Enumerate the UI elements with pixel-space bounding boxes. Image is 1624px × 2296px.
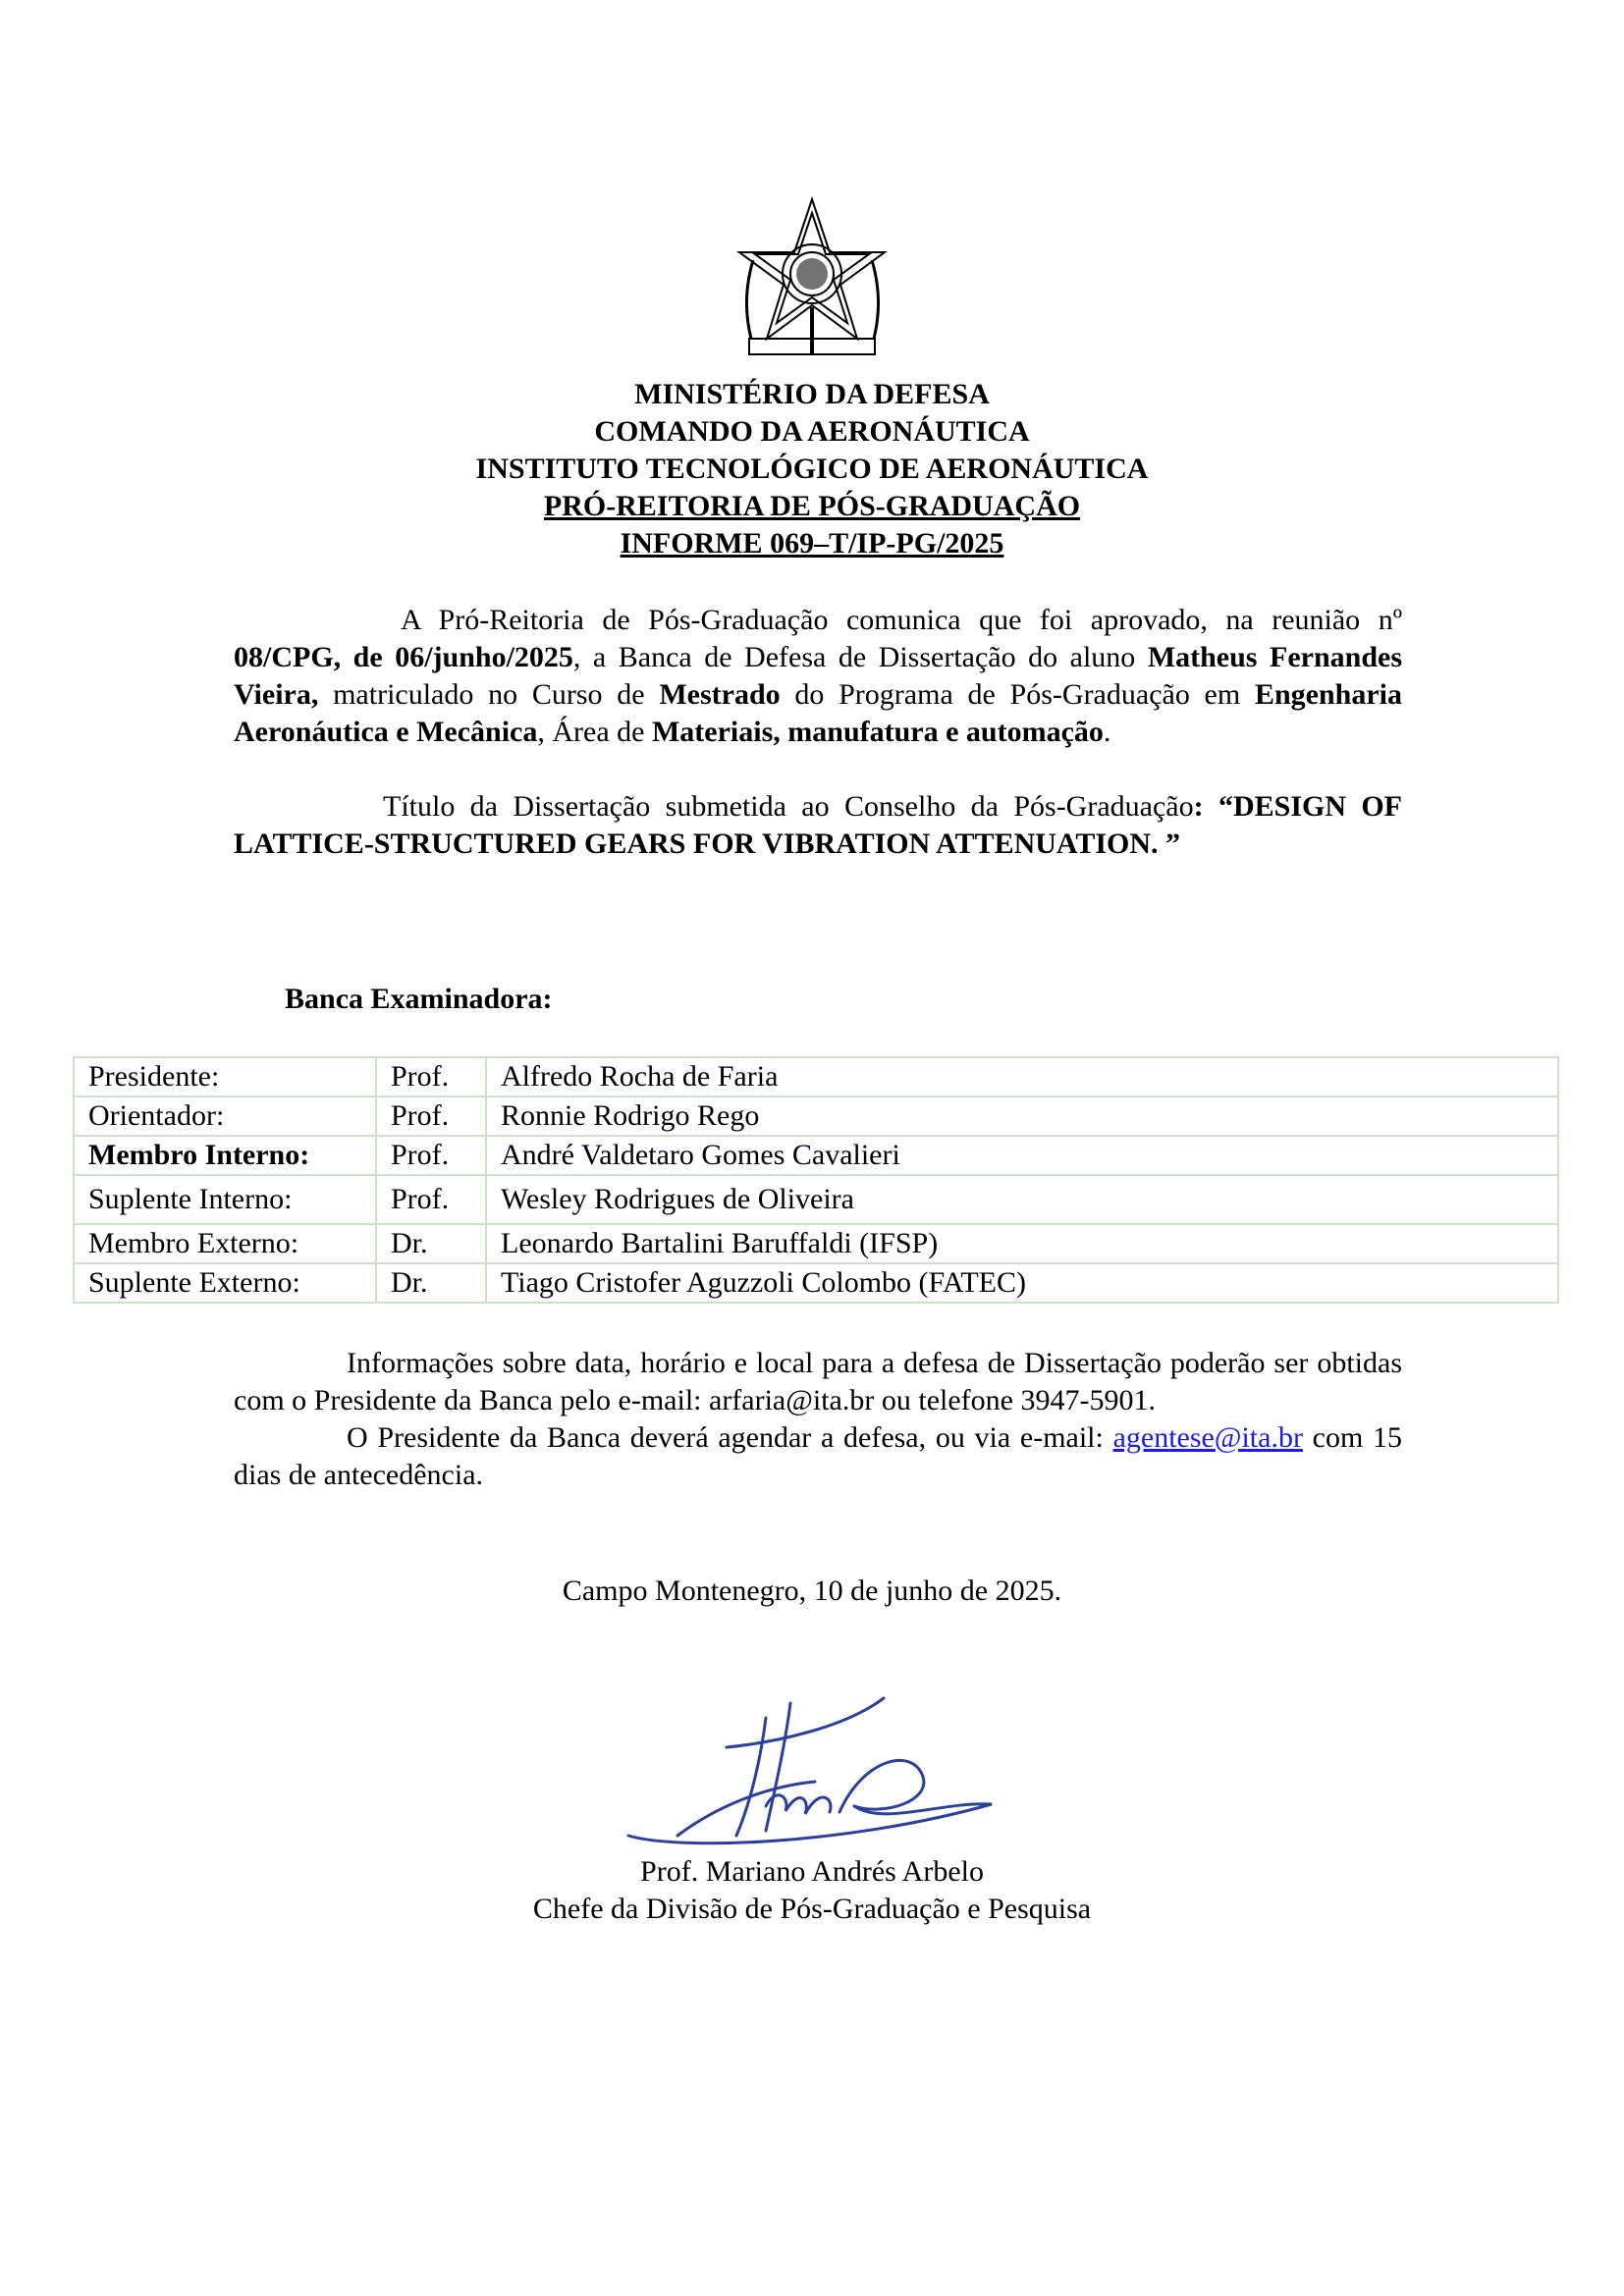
member-name-cell: Alfredo Rocha de Faria <box>486 1057 1558 1096</box>
course-level: Mestrado <box>659 678 781 711</box>
approval-paragraph <box>234 602 1402 751</box>
title-cell: Prof. <box>376 1096 486 1136</box>
dissertation-title: : “DESIGN OF LATTICE-STRUCTURED GEARS FOR VIBRATION ATTENUATION. ” <box>234 790 1403 860</box>
role-cell: Presidente: <box>74 1057 376 1096</box>
role-cell: Orientador: <box>74 1096 376 1136</box>
banca-label: Banca Examinadora: <box>285 983 553 1015</box>
p4-text-b: com 15 dias de antecedência. <box>234 1421 1402 1491</box>
member-name-cell: André Valdetaro Gomes Cavalieri <box>486 1136 1558 1175</box>
signer-name: Prof. Mariano Andrés Arbelo <box>640 1855 984 1888</box>
p1-text-i: , Área de <box>537 716 652 748</box>
contact-paragraph: Informações sobre data, horário e local para a defesa de Dissertação poderão ser obtidas com o Presidente da Banca pelo e-mail: arfaria@ita.br ou telefone 3947-5901. <box>234 1347 1402 1416</box>
role-cell: Membro Externo: <box>74 1224 376 1263</box>
title-cell: Prof. <box>376 1057 486 1096</box>
table-row <box>74 1175 1558 1224</box>
p1-text-g: do Programa de Pós-Graduação em <box>780 678 1255 711</box>
student-name: Matheus Fernandes Vieira, <box>234 641 1402 711</box>
header-informe <box>0 525 1624 562</box>
role-cell: Membro Interno: <box>74 1136 376 1175</box>
title-cell: Prof. <box>376 1175 486 1224</box>
member-name-cell: Ronnie Rodrigo Rego <box>486 1096 1558 1136</box>
scheduling-paragraph <box>234 1419 1402 1494</box>
member-name-cell: Leonardo Bartalini Baruffaldi (IFSP) <box>486 1224 1558 1263</box>
p1-text-e: matriculado no Curso de <box>318 678 660 711</box>
title-cell: Dr. <box>376 1224 486 1263</box>
header-pro-reitoria <box>0 488 1624 525</box>
title-cell: Prof. <box>376 1136 486 1175</box>
coat-of-arms-emblem <box>731 191 893 368</box>
area-name: Materiais, manufatura e automação <box>651 716 1104 748</box>
header-ministerio: MINISTÉRIO DA DEFESA <box>634 378 990 410</box>
email-link[interactable]: agentese@ita.br <box>1112 1421 1303 1454</box>
program-name: Engenharia Aeronáutica e Mecânica <box>234 678 1402 748</box>
dissertation-title-paragraph <box>234 788 1402 863</box>
header-comando: COMANDO DA AERONÁUTICA <box>594 415 1030 448</box>
p1-text-k: . <box>1103 716 1111 748</box>
member-name-cell: Tiago Cristofer Aguzzoli Colombo (FATEC) <box>486 1263 1558 1303</box>
table-row <box>74 1057 1558 1096</box>
p1-text-a: A Pró-Reitoria de Pós-Graduação comunica que foi aprovado, na reunião nº <box>401 604 1402 636</box>
meeting-reference: 08/CPG, de 06/junho/2025 <box>234 641 573 673</box>
table-row <box>74 1263 1558 1303</box>
p2-text-a: Título da Dissertação submetida ao Conselho da Pós-Graduação <box>383 790 1194 823</box>
banca-table <box>73 1056 1559 1304</box>
member-name-cell: Wesley Rodrigues de Oliveira <box>486 1175 1558 1224</box>
role-cell: Suplente Externo: <box>74 1263 376 1303</box>
p1-text-c: , a Banca de Defesa de Dissertação do aluno <box>572 641 1148 673</box>
table-row <box>74 1136 1558 1175</box>
signer-role: Chefe da Divisão de Pós-Graduação e Pesquisa <box>532 1893 1092 1925</box>
header-instituto: INSTITUTO TECNOLÓGICO DE AERONÁUTICA <box>475 453 1149 485</box>
table-row <box>74 1096 1558 1136</box>
p4-text-a: O Presidente da Banca deverá agendar a defesa, ou via e-mail: <box>347 1421 1113 1454</box>
header-pro-reitoria-text: PRÓ-REITORIA DE PÓS-GRADUAÇÃO <box>543 490 1081 522</box>
table-row <box>74 1224 1558 1263</box>
informe-number: INFORME 069–T/IP-PG/2025 <box>620 527 1004 560</box>
title-cell: Dr. <box>376 1263 486 1303</box>
signature <box>619 1688 1011 1855</box>
role-cell: Suplente Interno: <box>74 1175 376 1224</box>
place-date: Campo Montenegro, 10 de junho de 2025. <box>562 1575 1062 1607</box>
